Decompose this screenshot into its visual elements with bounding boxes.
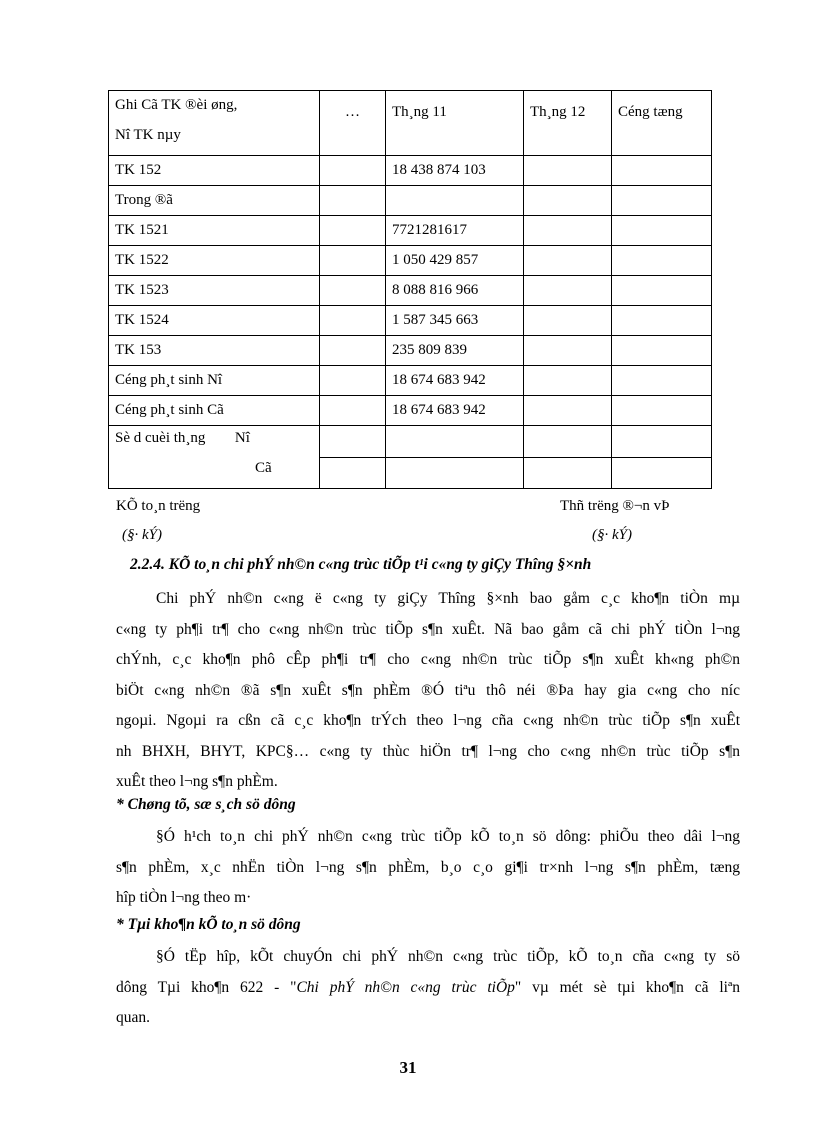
table-row <box>109 366 712 396</box>
paragraph-line: ngoµi. Ngoµi ra cßn cã c¸c kho¶n trÝch theo l¬ng cña c«ng nh©n trùc tiÕp s¶n xuÊt <box>116 712 740 729</box>
row-value: 18 674 683 942 <box>386 366 524 396</box>
paragraph-documents <box>116 822 740 914</box>
paragraph-line: xuÊt theo l¬ng s¶n phÈm. <box>116 773 278 790</box>
header-account-line1: Ghi Cã TK ®èi øng, <box>115 97 238 113</box>
row-label: TK 153 <box>109 336 320 366</box>
paragraph-line: quan. <box>116 1009 151 1026</box>
table-row <box>109 306 712 336</box>
table-row <box>109 276 712 306</box>
row-label: TK 1524 <box>109 306 320 336</box>
paragraph-line <box>116 973 740 1004</box>
chief-accountant-title: KÕ to¸n trëng <box>116 498 201 514</box>
paragraph-line: chÝnh, c¸c kho¶n phô cÊp ph¶i tr¶ cho c«ng nh©n trùc tiÕp s¶n xuÊt kh«ng ph©n <box>116 651 740 668</box>
row-value: 235 809 839 <box>386 336 524 366</box>
row-label: TK 1523 <box>109 276 320 306</box>
paragraph-line: nh BHXH, BHYT, KPC§… c«ng ty thùc hiÖn tr¶ l¬ng cho c«ng nh©n trùc tiÕp s¶n <box>116 742 740 760</box>
closing-balance-label: Sè d cuèi th¸ng <box>115 430 206 446</box>
row-value: 7721281617 <box>386 216 524 246</box>
header-december-cell: Th¸ng 12 <box>524 91 612 156</box>
row-value: 8 088 816 966 <box>386 276 524 306</box>
row-label: TK 152 <box>109 156 320 186</box>
ledger-table <box>108 90 712 489</box>
table-row <box>109 396 712 426</box>
section-heading: 2.2.4. KÕ to¸n chi phÝ nh©n c«ng trùc tiÕp t¹i c«ng ty giÇy Thîng §×nh <box>130 556 592 573</box>
paragraph-accounts <box>116 942 740 1034</box>
table-row-closing-debit <box>109 426 712 458</box>
paragraph-line: Chi phÝ nh©n c«ng ë c«ng ty giÇy Thîng §×nh bao gåm c¸c kho¶n tiÒn mµ <box>156 590 740 607</box>
closing-balance-cell <box>109 426 320 489</box>
row-label: Trong ®ã <box>109 186 320 216</box>
header-ellipsis-cell: … <box>320 91 386 156</box>
closing-credit-label: Cã <box>255 460 272 476</box>
header-november-cell: Th¸ng 11 <box>386 91 524 156</box>
unit-head-signature: (§· kÝ) <box>592 527 632 543</box>
row-label: TK 1521 <box>109 216 320 246</box>
paragraph-line: s¶n phÈm, x¸c nhËn tiÒn l¬ng s¶n phÈm, b¸o c¸o gi¶i tr×nh l¬ng s¶n phÈm, tæng <box>116 858 740 876</box>
paragraph-line: §Ó tËp hîp, kÕt chuyÓn chi phÝ nh©n c«ng trùc tiÕp, kÕ to¸n cña c«ng ty sö <box>156 948 740 965</box>
row-label: Céng ph¸t sinh Nî <box>109 366 320 396</box>
paragraph-line: c«ng ty ph¶i tr¶ cho c«ng nh©n trùc tiÕp s¶n xuÊt. Nã bao gåm cã chi phÝ tiÒn l¬ng <box>116 620 740 638</box>
paragraph-line: hîp tiÒn l¬ng theo m· <box>116 889 252 906</box>
paragraph-labor-cost <box>116 584 740 798</box>
row-label: TK 1522 <box>109 246 320 276</box>
row-value <box>386 186 524 216</box>
table-row <box>109 156 712 186</box>
table-row <box>109 246 712 276</box>
table-row <box>109 216 712 246</box>
text-segment: " vµ mét sè tµi kho¶n cã liªn <box>514 978 740 996</box>
closing-debit-label: Nî <box>234 430 250 446</box>
unit-head-title: Thñ trëng ®¬n vÞ <box>560 498 670 514</box>
paragraph-line: biÖt c«ng nh©n ®ã s¶n xuÊt s¶n phÈm ®Ó tiªu thô néi ®Þa hay gia c«ng cho níc <box>116 681 740 699</box>
table-row <box>109 186 712 216</box>
italic-account-name: Chi phÝ nh©n c«ng trùc tiÕp <box>296 978 515 996</box>
paragraph-line: §Ó h¹ch to¸n chi phÝ nh©n c«ng trùc tiÕp kÕ to¸n sö dông: phiÕu theo dâi l¬ng <box>156 828 740 845</box>
page-number: 31 <box>399 1058 417 1077</box>
row-value: 18 674 683 942 <box>386 396 524 426</box>
table-row <box>109 336 712 366</box>
subheading-accounts: * Tµi kho¶n kÕ to¸n sö dông <box>116 916 301 933</box>
row-value: 1 587 345 663 <box>386 306 524 336</box>
header-account-cell <box>109 91 320 156</box>
row-value: 1 050 429 857 <box>386 246 524 276</box>
header-total-cell: Céng tæng <box>612 91 712 156</box>
table-header-row <box>109 91 712 156</box>
subheading-documents: * Chøng tõ, sæ s¸ch sö dông <box>116 796 296 813</box>
header-account-line2: Nî TK nµy <box>115 127 181 143</box>
row-label: Céng ph¸t sinh Cã <box>109 396 320 426</box>
row-value: 18 438 874 103 <box>386 156 524 186</box>
text-segment: dông Tµi kho¶n 622 - " <box>116 978 297 996</box>
chief-accountant-signature: (§· kÝ) <box>122 527 162 543</box>
